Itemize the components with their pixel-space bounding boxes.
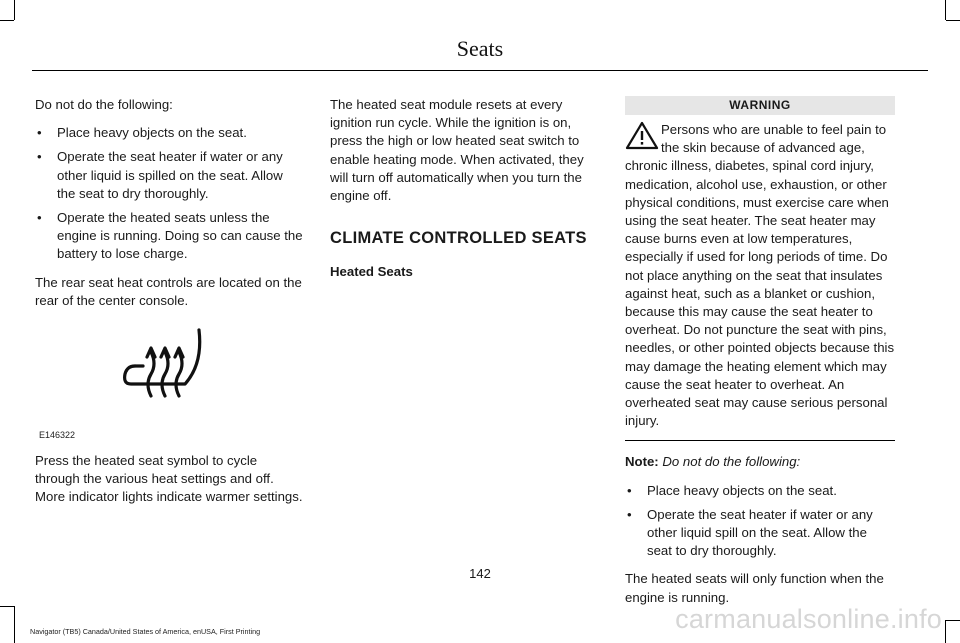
warning-text: Persons who are unable to feel pain to the skin because of advanced age, chronic illness, diabetes, spinal cord injury, medication, alcohol use, exhaustion, or other physical conditions, must exercise care when using the seat heater. The seat heater may cause burns even at low temperatures, especially if used for long periods of time. Do not place anything on the seat that insulates against heat, such as a blanket or cushion, because this may cause the seat heater to overheat. Do not puncture the seat with pins, needles, or other pointed objects because this may damage the heating element which may cause the seat heater to overheat. An overheated seat may cause serious personal injury. [625, 122, 895, 429]
bullet-list [625, 482, 895, 561]
rear-controls-text: The rear seat heat controls are located on the rear of the center console. [35, 274, 302, 308]
edition-footer: Navigator (TB5) Canada/United States of America, enUSA, First Printing [30, 627, 261, 636]
crop-mark [14, 606, 15, 643]
list-item: • Operate the seat heater if water or any other liquid spill on the seat. Allow the seat to dry thoroughly. [625, 506, 895, 561]
figure-id: E146322 [39, 429, 76, 440]
note [625, 453, 895, 471]
warning-triangle-icon [625, 121, 659, 151]
section-heading: CLIMATE CONTROLLED SEATS [330, 229, 587, 248]
crop-mark [0, 20, 14, 21]
note-text: Do not do the following: [662, 454, 801, 470]
heated-seat-figure [35, 324, 303, 444]
list-item: • Place heavy objects on the seat. [35, 124, 303, 142]
subheading: Heated Seats [330, 264, 413, 280]
header-rule [32, 70, 928, 71]
list-item: • Place heavy objects on the seat. [625, 482, 895, 500]
press-text: Press the heated seat symbol to cycle through the various heat settings and off. More indicator lights indicate warmer settings. [35, 453, 303, 505]
module-text: The heated seat module resets at every ignition run cycle. While the ignition is on, press the high or low heated seat switch to enable heating mode. When activated, they will turn off automatically when you turn the engine off. [330, 97, 584, 204]
list-item: • Operate the heated seats unless the engine is running. Doing so can cause the battery to lose charge. [35, 209, 303, 264]
crop-mark [945, 620, 946, 643]
bullet-list [35, 124, 303, 263]
warning-header: WARNING [625, 96, 895, 115]
watermark: carmanualsonline.info [675, 604, 942, 634]
crop-mark [946, 620, 960, 621]
crop-mark [945, 0, 946, 20]
list-item: • Operate the seat heater if water or any other liquid is spilled on the seat. Allow the seat to dry thoroughly. [35, 148, 303, 203]
column-middle [330, 96, 602, 292]
crop-mark [0, 606, 14, 607]
heated-seat-icon [123, 324, 215, 408]
note-label: Note: [625, 454, 659, 470]
intro-text: Do not do the following: [35, 97, 173, 112]
crop-mark [14, 0, 15, 20]
crop-mark [946, 20, 960, 21]
page-title: Seats [456, 36, 504, 61]
closing-text: The heated seats will only function when the engine is running. [625, 571, 884, 605]
page-number: 142 [469, 566, 491, 581]
column-right [625, 96, 895, 617]
warning-divider [625, 440, 895, 441]
column-left [35, 96, 303, 517]
